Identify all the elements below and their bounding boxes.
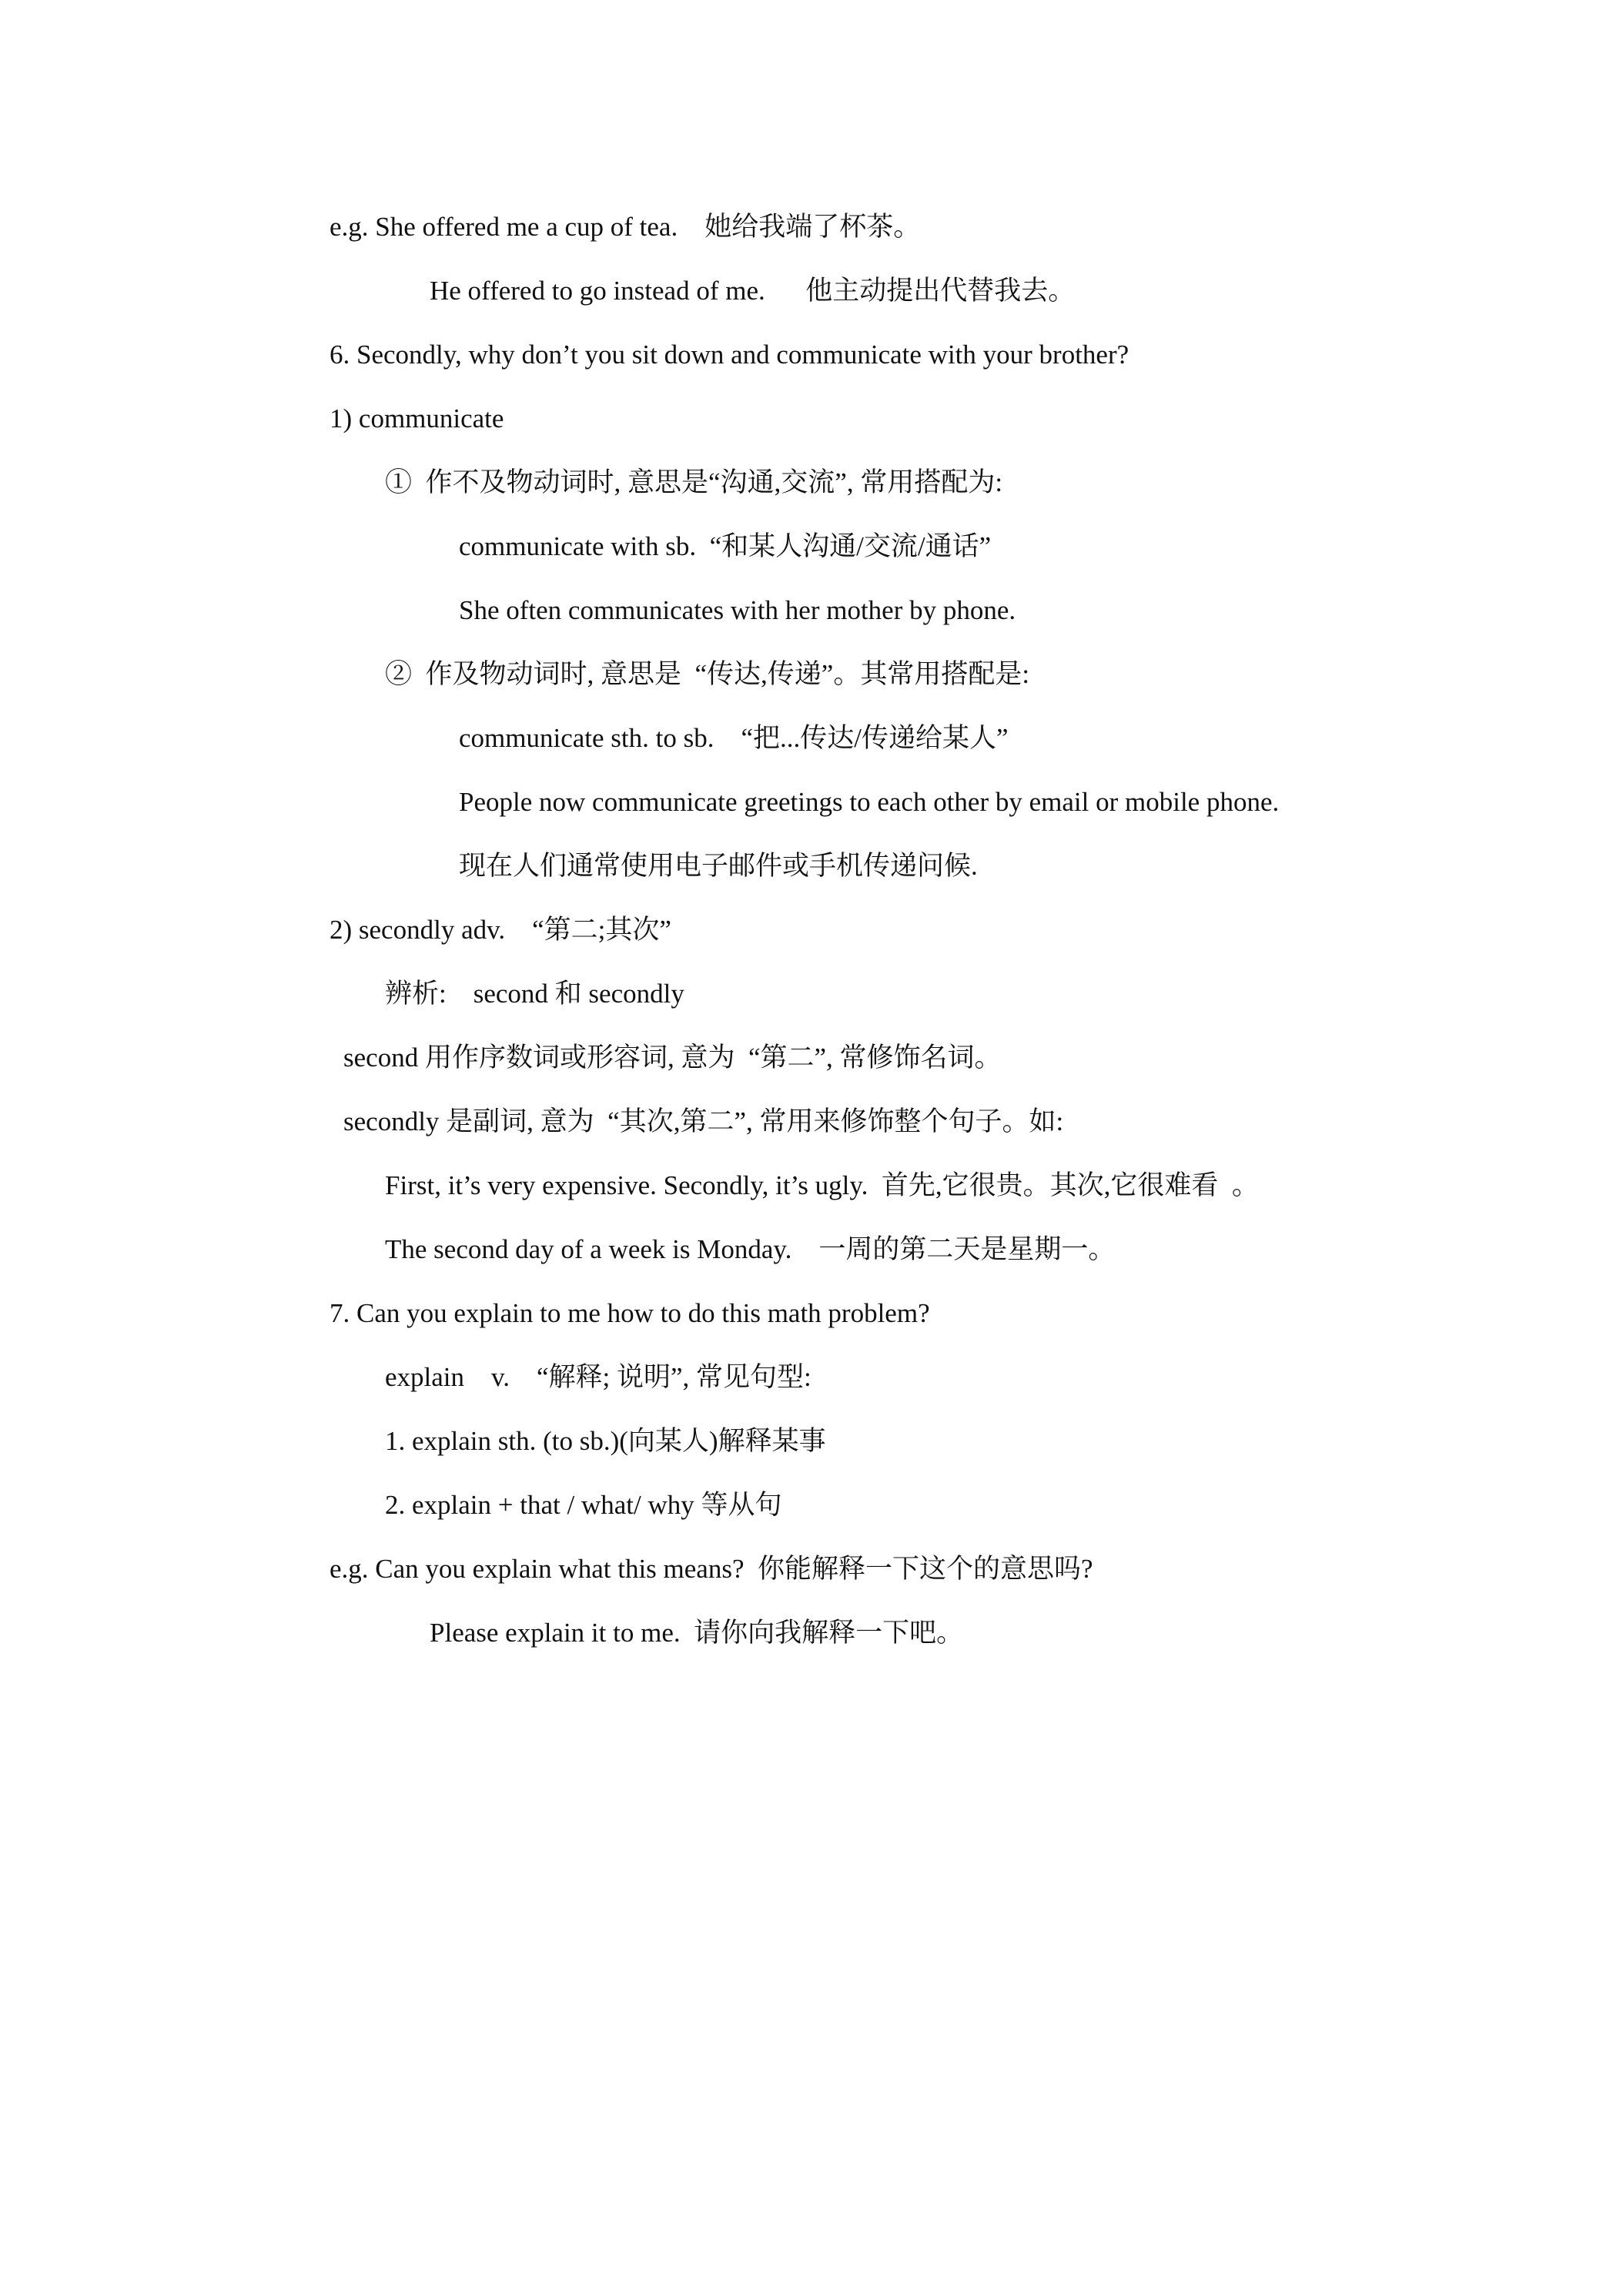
phrase-line: communicate sth. to sb. “把...传达/传递给某人” [459, 723, 1009, 753]
definition-line: explain v. “解释; 说明”, 常见句型: [385, 1362, 812, 1392]
subsection-heading: 2) secondly adv. “第二;其次” [330, 915, 671, 945]
example-line: He offered to go instead of me. 他主动提出代替我去。 [430, 276, 1076, 306]
example-line: e.g. Can you explain what this means? 你能解释一下这个的意思吗? [330, 1554, 1093, 1584]
phrase-line: communicate with sb. “和某人沟通/交流/通话” [459, 531, 992, 561]
pattern-line: 2. explain + that / what/ why 等从句 [385, 1490, 782, 1520]
example-line: The second day of a week is Monday. 一周的第二天是星期一。 [385, 1234, 1116, 1264]
pattern-line: 1. explain sth. (to sb.)(向某人)解释某事 [385, 1426, 826, 1456]
subsection-heading: 1) communicate [330, 403, 504, 433]
usage-note: ② 作及物动词时, 意思是 “传达,传递”。其常用搭配是: [385, 659, 1030, 689]
definition-line: secondly 是副词, 意为 “其次,第二”, 常用来修饰整个句子。如: [343, 1106, 1064, 1136]
example-line: She often communicates with her mother by phone. [459, 595, 1016, 625]
definition-line: second 用作序数词或形容词, 意为 “第二”, 常修饰名词。 [343, 1043, 1002, 1073]
example-line: People now communicate greetings to each other by email or mobile phone. [459, 787, 1280, 817]
example-line: First, it’s very expensive. Secondly, it’s ugly. 首先,它很贵。其次,它很难看 。 [385, 1170, 1259, 1200]
comparison-heading: 辨析: second 和 secondly [385, 979, 684, 1009]
example-line: Please explain it to me. 请你向我解释一下吧。 [430, 1618, 964, 1648]
section-heading: 6. Secondly, why don’t you sit down and communicate with your brother? [330, 340, 1129, 370]
translation-line: 现在人们通常使用电子邮件或手机传递问候. [459, 851, 978, 881]
example-line: e.g. She offered me a cup of tea. 她给我端了杯茶。 [330, 212, 921, 242]
usage-note: ① 作不及物动词时, 意思是“沟通,交流”, 常用搭配为: [385, 467, 1003, 497]
section-heading: 7. Can you explain to me how to do this math problem? [330, 1298, 930, 1328]
